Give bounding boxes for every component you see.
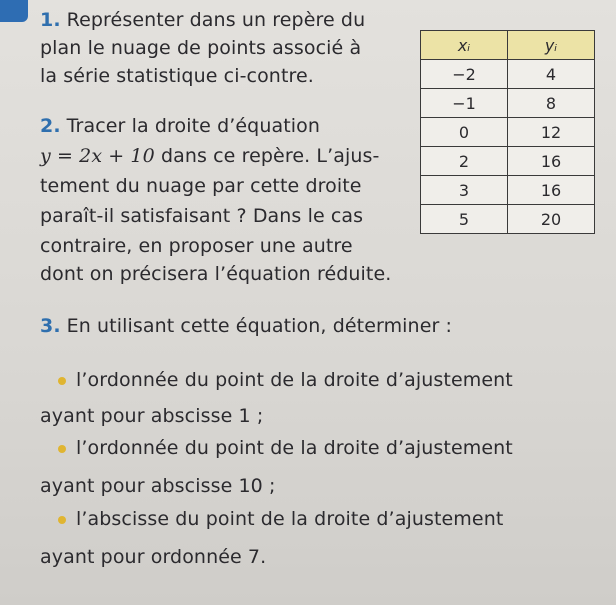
- cell-y: 8: [508, 89, 595, 118]
- q3-bullet-2-line-2: ayant pour abscisse 10 ;: [40, 475, 276, 497]
- q3-bullet-1-line-2: ayant pour abscisse 1 ;: [40, 405, 264, 427]
- q1-number: 1.: [40, 9, 61, 31]
- statistics-table: [420, 30, 595, 234]
- cell-y: 20: [508, 205, 595, 234]
- cell-y: 16: [508, 176, 595, 205]
- q3-number: 3.: [40, 315, 61, 337]
- cell-x: −1: [421, 89, 508, 118]
- cell-y: 16: [508, 147, 595, 176]
- bullet-1: [58, 377, 66, 385]
- table-row: [421, 205, 595, 234]
- q2-line-1: 2. Tracer la droite d’équation: [40, 115, 321, 137]
- q2-line-2: y = 2x + 10 dans ce repère. L’ajus-: [40, 145, 380, 167]
- cell-y: 4: [508, 60, 595, 89]
- cell-x: 5: [421, 205, 508, 234]
- table-row: [421, 89, 595, 118]
- bullet-3: [58, 516, 66, 524]
- q3-bullet-1-line-1: l’ordonnée du point de la droite d’ajustement: [76, 369, 513, 391]
- corner-badge: [0, 0, 28, 22]
- q1-line-1: 1. Représenter dans un repère du: [40, 9, 366, 31]
- q2-line-5: contraire, en proposer une autre: [40, 235, 353, 257]
- table-row: [421, 147, 595, 176]
- q3-bullet-3-line-2: ayant pour ordonnée 7.: [40, 546, 267, 568]
- q2-line-4: paraît-il satisfaisant ? Dans le cas: [40, 205, 364, 227]
- q2-equation: y = 2x + 10: [40, 145, 155, 167]
- q2-line-6: dont on précisera l’équation réduite.: [40, 263, 392, 285]
- header-x: xᵢ: [421, 31, 508, 60]
- cell-x: 2: [421, 147, 508, 176]
- q2-line-3: tement du nuage par cette droite: [40, 175, 362, 197]
- cell-x: 3: [421, 176, 508, 205]
- q1-line-2: plan le nuage de points associé à: [40, 37, 362, 59]
- q1-line-3: la série statistique ci-contre.: [40, 65, 314, 87]
- bullet-2: [58, 445, 66, 453]
- table-row: [421, 118, 595, 147]
- q3-line-1: 3. En utilisant cette équation, déterminer :: [40, 315, 453, 337]
- cell-x: −2: [421, 60, 508, 89]
- q3-bullet-2-line-1: l’ordonnée du point de la droite d’ajustement: [76, 437, 513, 459]
- q2-number: 2.: [40, 115, 61, 137]
- cell-y: 12: [508, 118, 595, 147]
- cell-x: 0: [421, 118, 508, 147]
- table-header-row: [421, 31, 595, 60]
- header-y: yᵢ: [508, 31, 595, 60]
- q3-bullet-3-line-1: l’abscisse du point de la droite d’ajustement: [76, 508, 504, 530]
- table-row: [421, 176, 595, 205]
- table-row: [421, 60, 595, 89]
